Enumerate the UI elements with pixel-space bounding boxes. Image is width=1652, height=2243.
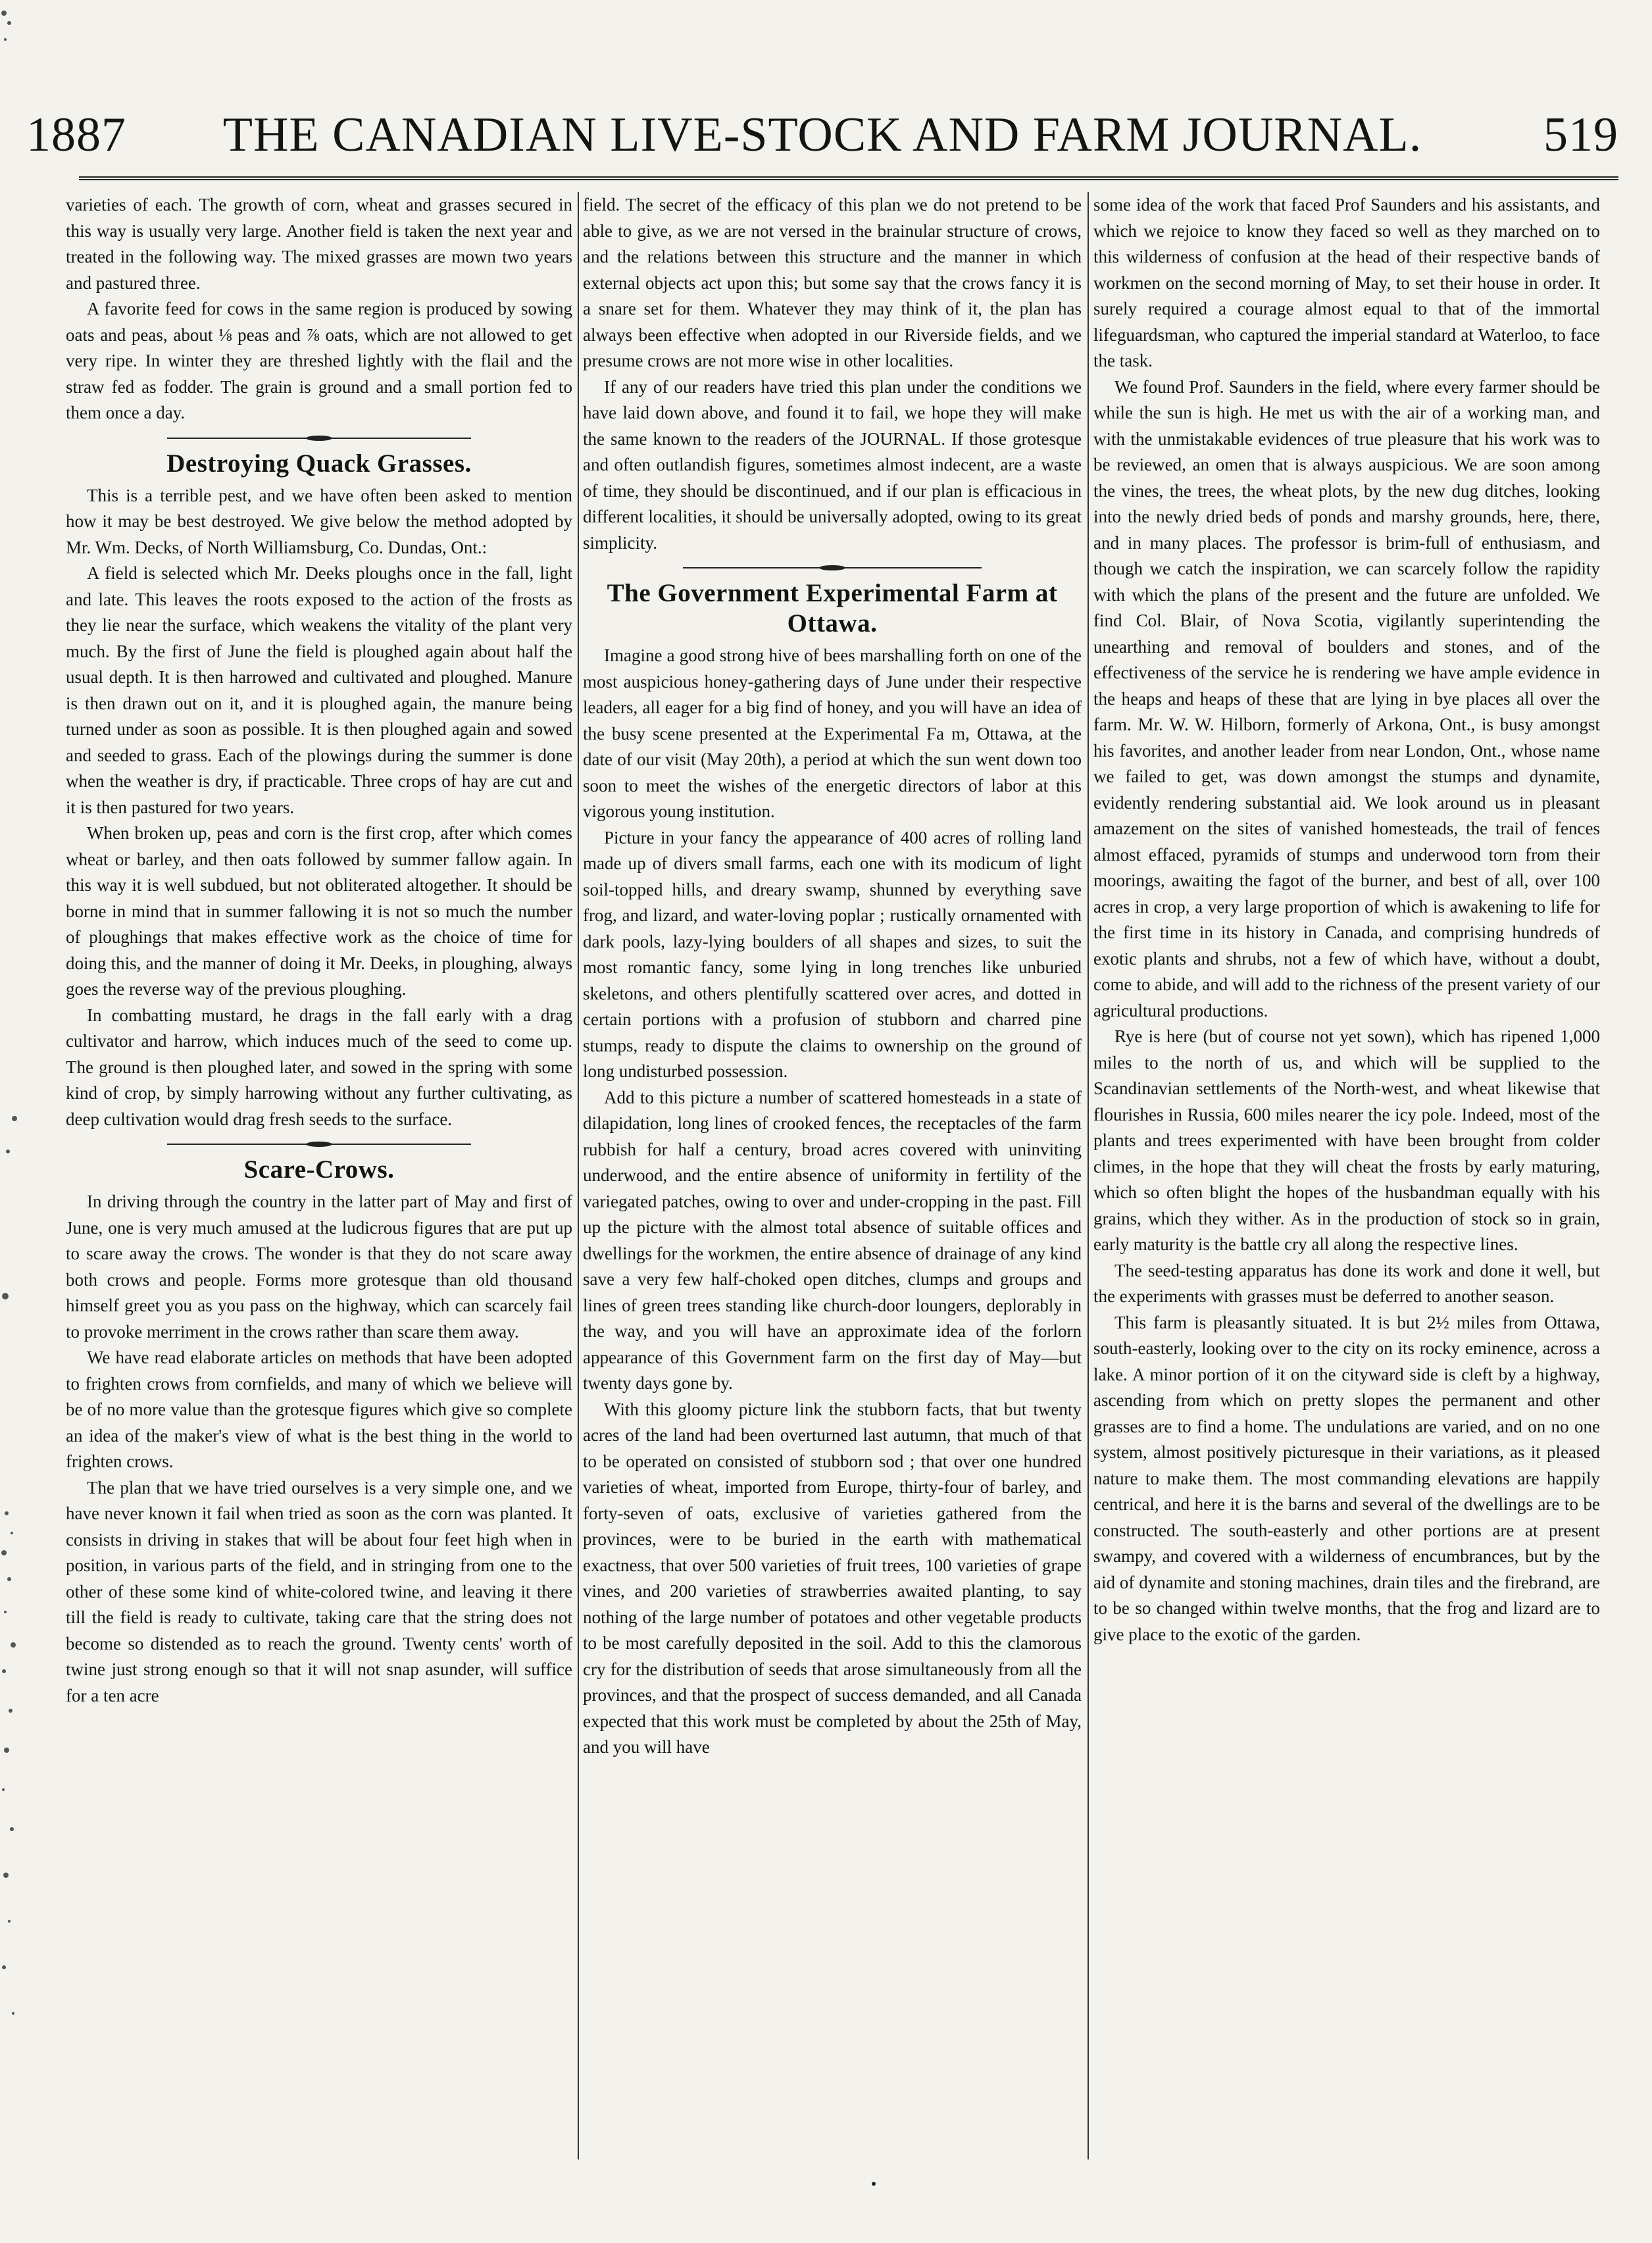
column-divider (1088, 192, 1089, 2159)
paragraph: This farm is pleasantly situated. It is but 2½ miles from Ottawa, south-easterly, looking over to the city on its rocky eminence, across a lake. A minor portion of it on the cityward side is cleft by a highway, ascending from which on pretty slopes the permanent and other grasses are to find a home. The undulations are varied, and on no one system, almost positively picturesque in their variations, as it pleased nature to make them. The most commanding elevations are happily centrical, and here it is the barns and several of the dwellings are to be constructed. The south-easterly and other portions are at present swampy, and covered with a wilderness of encumbrances, but by the aid of dynamite and stoning machines, drain tiles and the firebrand, are to be so changed within twelve months, that the frog and lizard are to give place to the exotic of the garden. (1093, 1312, 1600, 1644)
paragraph: A field is selected which Mr. Deeks ploughs once in the fall, light and late. This leaves the roots exposed to the action of the frosts as they lie near the surface, which weakens the vitality of the plant very much. By the first of June the field is ploughed again about half the usual depth. It is then harrowed and cultivated and ploughed. Manure is then drawn out on it, and it is ploughed again, the manure being turned under as soon as possible. It is then ploughed again and sowed and seeded to grass. Each of the plowings during the summer is done when the weather is dry, if practicable. Three crops of hay are cut and it is then pastured for two years. (66, 563, 572, 817)
paragraph: A favorite feed for cows in the same region is produced by sowing oats and peas, about ⅛ peas and ⅞ oats, which are not allowed to get very ripe. In winter they are threshed lightly with the flail and the straw fed as fodder. The grain is ground and a small portion fed to them once a day. (66, 299, 572, 422)
journal-title: THE CANADIAN LIVE-STOCK AND FARM JOURNAL. (222, 108, 1422, 162)
section-ornament (167, 1142, 471, 1147)
heading-scare-crows: Scare-Crows. (243, 1155, 395, 1184)
paragraph: Imagine a good strong hive of bees marshalling forth on one of the most auspicious honey-gathering days of June under their respective leaders, all eager for a big find of honey, and you will have an idea of the busy scene presented at the Experimental Fa m, Ottawa, at the date of our visit (May 20th), a period at which the sun went down too soon to meet the wishes of the energetic directors of labor at this vigorous young institution. (583, 645, 1082, 821)
paragraph: In driving through the country in the latter part of May and first of June, one is very much amused at the ludicrous figures that are put up to scare away the crows. The wonder is that they do not scare away both crows and people. Forms more grotesque than old thousand himself greet you as you pass on the highway, which can scarcely fail to provoke merriment in the crows rather than scare them away. (66, 1192, 572, 1342)
column-1 (66, 192, 572, 2166)
paragraph: some idea of the work that faced Prof Saunders and his assistants, and which we rejoice to know they faced so well as they marched on to this wilderness of confusion at the head of their respective bands of workmen on the second morning of May, to set their house in order. It surely required a courage almost equal to that of the immortal lifeguardsman, who captured the imperial standard at Waterloo, to face the task. (1093, 195, 1600, 370)
header-year: 1887 (26, 108, 126, 162)
paragraph: field. The secret of the efficacy of this plan we do not pretend to be able to give, as we are not versed in the brainular structure of crows, and the relations between this structure and the manner in which external objects act upon this; but some say that the crows fancy it is a snare set for them. Whatever they may think of it, the plan has always been effective when adopted in our Riverside fields, and we presume crows are not more wise in other localities. (583, 195, 1082, 370)
page-number: 519 (1543, 108, 1618, 162)
paragraph: If any of our readers have tried this plan under the conditions we have laid down above, and found it to fail, we hope they will make the same known to the readers of the JOURNAL. If those grotesque and often outlandish figures, sometimes almost indecent, are a waste of time, they should be discontinued, and if our plan is efficacious in different localities, it should be universally adopted, owing to its great simplicity. (583, 376, 1082, 553)
paragraph: The seed-testing apparatus has done its work and done it well, but the experiments with grasses must be deferred to another season. (1093, 1260, 1600, 1306)
section-ornament (167, 436, 471, 441)
paragraph: We found Prof. Saunders in the field, where every farmer should be while the sun is high. He met us with the air of a working man, and with the unmistakable evidences of true pleasure that his work was to be reviewed, an omen that is always auspicious. We are soon among the vines, the trees, the wheat plots, by the new dug ditches, looking into the newly dried beds of ponds and marshy grounds, here, there, and in many places. The professor is brim-full of enthusiasm, and though we catch the inspiration, we can scarcely follow the rapidity with which the plans of the present and the future are unfolded. We find Col. Blair, of Nova Scotia, vigilantly superintending the unearthing and removal of boulders and stones, and of the effectiveness of the service he is rendering we have ample evidence in the heaps and heaps of these that are lying in bye places all over the farm. Mr. W. W. Hilborn, formerly of Arkona, Ont., is busy amongst his favorites, and another leader from near London, Ont., whose name we failed to get, was down amongst the stumps and dynamite, evidently rendering substantial aid. We look around us in pleasant amazement on the sites of vanished homesteads, the trail of fences almost effaced, pyramids of stumps and underwood torn from their moorings, awaiting the fagot of the burner, and best of all, over 100 acres in crop, a very large proportion of which is awakening to life for the first time in its history in Canada, and comprising hundreds of exotic plants and shrubs, not a few of which have, without a doubt, come to abide, and will add to the richness of the present variety of our agricultural productions. (1093, 376, 1600, 1021)
heading-destroying-quack-grasses: Destroying Quack Grasses. (166, 449, 472, 478)
section-ornament (683, 565, 982, 570)
column-3 (1093, 192, 1600, 2166)
paragraph: varieties of each. The growth of corn, wheat and grasses secured in this way is usually very large. Another field is taken the next year and treated in the following way. The mixed grasses are mown two years and pastured three. (66, 195, 572, 293)
column-2 (583, 192, 1082, 2166)
paragraph: Picture in your fancy the appearance of 400 acres of rolling land made up of divers small farms, each one with its modicum of light soil-topped hills, and dreary swamp, shunned by everything save frog, and lizard, and water-loving poplar ; rustically ornamented with dark pools, lazy-lying boulders of all shapes and sizes, to suit the most romantic fancy, some lying in long trenches like unburied skeletons, and others plentifully scattered over acres, and dotted in certain portions with a profusion of stubborn and charred pine stumps, ready to dispute the claims to ownership on the ground of long undisturbed possession. (583, 827, 1082, 1081)
paragraph: We have read elaborate articles on methods that have been adopted to frighten crows from cornfields, and many of which we believe will be of no more value than the grotesque figures which give so complete an idea of the maker's view of what is the best thing in the world to frighten crows. (66, 1348, 572, 1471)
paragraph: When broken up, peas and corn is the first crop, after which comes wheat or barley, and then oats followed by summer fallow again. In this way it is well subdued, but not obliterated altogether. It should be borne in mind that in summer fallowing it is not so much the number of ploughings that makes effective work as the choice of time for doing this, and the manner of doing it Mr. Deeks, in ploughing, always goes the reverse way of the previous ploughing. (66, 823, 572, 999)
header-rule (79, 176, 1618, 180)
paragraph: In combatting mustard, he drags in the fall early with a drag cultivator and harrow, which induces much of the seed to come up. The ground is then ploughed later, and sowed in the spring with some kind of crop, by simply harrowing without any further cultivating, as deep cultivation would drag fresh seeds to the surface. (66, 1005, 572, 1129)
column-divider (578, 192, 579, 2159)
scan-edge-noise (0, 0, 22, 2243)
heading-government-experimental-farm: The Government Experimental Farm at Ottawa. (607, 579, 1058, 638)
paragraph: Add to this picture a number of scattered homesteads in a state of dilapidation, long lines of crooked fences, the receptacles of the farm rubbish for half a century, broad acres covered with uninviting underwood, and the entire absence of uniformity in fertility of the variegated patches, owing to over and under-cropping in the past. Fill up the picture with the almost total absence of suitable offices and dwellings for the workmen, the entire absence of drainage of any kind save a very few half-choked open ditches, clumps and groups and lines of green trees standing like church-door loungers, deplorably in the way, and you will have an approximate idea of the forlorn appearance of this Government farm on the first day of May—but twenty days gone by. (583, 1087, 1082, 1393)
paragraph: The plan that we have tried ourselves is a very simple one, and we have never known it fail when tried as soon as the corn was planted. It consists in driving in stakes that will be about four feet high when in position, in various parts of the field, and in stringing from one to the other of these some kind of white-colored twine, and leaving it there till the field is ready to cultivate, taking care that the string does not become so distended as to reach the ground. Twenty cents' worth of twine just strong enough so that it will not snap asunder, will suffice for a ten acre (66, 1477, 572, 1705)
paragraph: With this gloomy picture link the stubborn facts, that but twenty acres of the land had been overturned last autumn, that much of that to be operated on consisted of stubborn sod ; that over one hundred varieties of wheat, imported from Europe, thirty-four of barley, and forty-seven of oats, exclusive of varieties gathered from the provinces, were to be buried in the earth with mathematical exactness, that over 500 varieties of fruit trees, 100 varieties of grape vines, and 200 varieties of strawberries awaited planting, to say nothing of the large number of potatoes and other vegetable products to be most carefully deposited in the soil. Add to this the clamorous cry for the distribution of seeds that arose simultaneously from all the provinces, and that the prospect of success demanded, and all Canada expected that this work must be completed by about the 25th of May, and you will have (583, 1399, 1082, 1757)
footer-dot (872, 2182, 876, 2186)
page-header (26, 99, 1618, 178)
paragraph: Rye is here (but of course not yet sown), which has ripened 1,000 miles to the north of us, and which will be supplied to the Scandinavian settlements of the North-west, and wheat likewise that flourishes in Russia, 600 miles nearer the icy pole. Indeed, most of the plants and trees experimented with have been brought from colder climes, in the hope that they will cheat the frosts by early maturing, which so often blight the hopes of the husbandman equally with his grains, which they wither. As in the production of stock so in grain, early maturity is the battle cry all along the respective lines. (1093, 1026, 1600, 1254)
paragraph: This is a terrible pest, and we have often been asked to mention how it may be best destroyed. We give below the method adopted by Mr. Wm. Decks, of North Williamsburg, Co. Dundas, Ont.: (66, 485, 572, 557)
